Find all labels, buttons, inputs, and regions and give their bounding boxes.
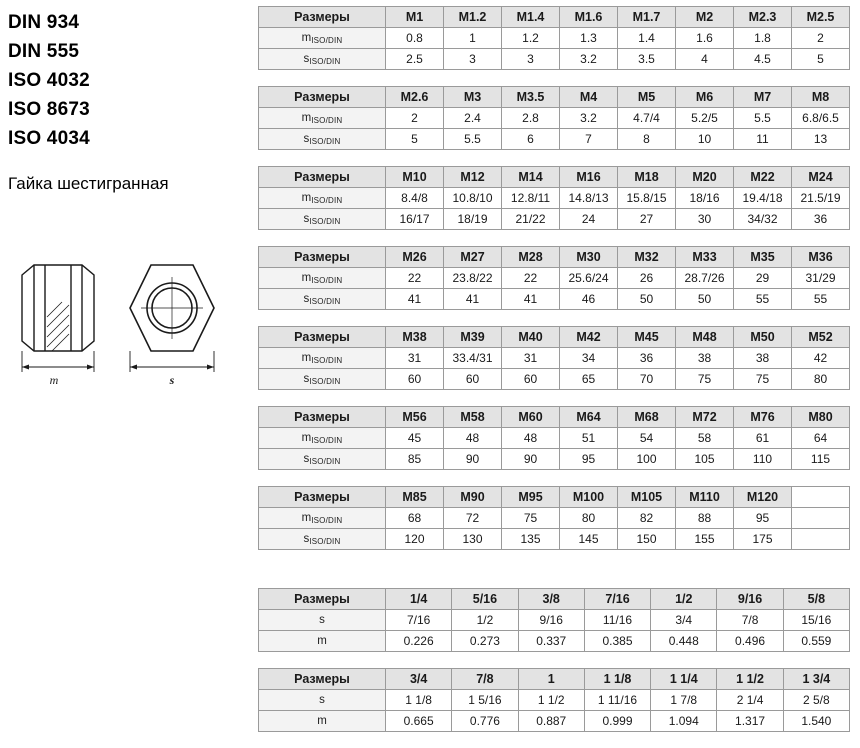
column-header: M28 [502,247,560,268]
table-cell: 11 [734,129,792,150]
table-cell: 1 5/16 [452,690,518,711]
table-cell: 0.273 [452,631,518,652]
table-cell: 7 [560,129,618,150]
table-cell: 22 [386,268,444,289]
column-header: M6 [676,87,734,108]
table-header-row [259,87,850,108]
table-cell: 46 [560,289,618,310]
table-cell: 51 [560,428,618,449]
column-header: M12 [444,167,502,188]
table-cell-empty [792,508,850,529]
table-row [259,690,850,711]
column-header-empty [792,487,850,508]
dimension-table-metric-3 [258,166,850,230]
table-cell: 75 [734,369,792,390]
table-cell: 12.8/11 [502,188,560,209]
table-cell: 33.4/31 [444,348,502,369]
row-label-m: mISO/DIN [259,108,386,129]
table-cell: 31 [386,348,444,369]
table-cell: 60 [444,369,502,390]
table-cell: 90 [502,449,560,470]
column-header: M35 [734,247,792,268]
table-cell: 11/16 [584,610,650,631]
row-label-m: mISO/DIN [259,188,386,209]
table-cell: 60 [386,369,444,390]
table-cell: 85 [386,449,444,470]
dimension-table-inch-2 [258,668,850,732]
table-cell: 34 [560,348,618,369]
table-row [259,369,850,390]
table-cell: 1.4 [618,28,676,49]
table-cell: 80 [792,369,850,390]
table-cell: 0.448 [651,631,717,652]
table-cell: 2 [792,28,850,49]
table-cell: 8.4/8 [386,188,444,209]
column-header: M85 [386,487,444,508]
column-header: M14 [502,167,560,188]
nut-technical-drawing-svg [12,229,232,389]
column-header: 9/16 [717,589,783,610]
table-cell: 105 [676,449,734,470]
table-row [259,49,850,70]
table-cell: 1 1/8 [386,690,452,711]
column-header: M52 [792,327,850,348]
table-cell: 5.5 [734,108,792,129]
table-cell: 0.226 [386,631,452,652]
column-header: M58 [444,407,502,428]
table-cell: 0.887 [518,711,584,732]
table-cell: 6 [502,129,560,150]
table-cell: 2 [386,108,444,129]
table-cell: 24 [560,209,618,230]
table-cell: 120 [386,529,444,550]
column-header: M60 [502,407,560,428]
table-cell: 115 [792,449,850,470]
column-header: 7/8 [452,669,518,690]
table-cell: 0.559 [783,631,849,652]
dimension-table-metric-7 [258,486,850,550]
table-header-row [259,7,850,28]
table-cell: 3 [444,49,502,70]
column-header: M1.4 [502,7,560,28]
table-cell: 8 [618,129,676,150]
table-header-row [259,407,850,428]
table-cell: 1/2 [452,610,518,631]
table-cell: 5 [792,49,850,70]
table-cell: 0.496 [717,631,783,652]
table-cell: 29 [734,268,792,289]
table-row [259,108,850,129]
column-header: M1.7 [618,7,676,28]
table-cell: 10 [676,129,734,150]
column-header: 1 1/4 [651,669,717,690]
table-cell: 7/8 [717,610,783,631]
table-cell: 1.540 [783,711,849,732]
standard-item: DIN 934 [8,12,80,33]
column-header: M64 [560,407,618,428]
column-header: M32 [618,247,676,268]
table-cell: 60 [502,369,560,390]
product-name: Гайка шестигранная [8,174,169,193]
table-cell: 55 [792,289,850,310]
column-header: M2 [676,7,734,28]
table-cell: 36 [792,209,850,230]
table-cell: 10.8/10 [444,188,502,209]
column-header: M26 [386,247,444,268]
column-header: 1 1/2 [717,669,783,690]
table-cell: 3 [502,49,560,70]
table-cell: 0.337 [518,631,584,652]
dimension-table-metric-4 [258,246,850,310]
column-header: 3/4 [386,669,452,690]
column-header: M7 [734,87,792,108]
column-header: Размеры [259,167,386,188]
row-label-s: sISO/DIN [259,289,386,310]
table-cell: 3.5 [618,49,676,70]
table-cell: 1 [444,28,502,49]
table-cell: 95 [734,508,792,529]
table-cell: 15/16 [783,610,849,631]
row-label-m: mISO/DIN [259,508,386,529]
column-header: M80 [792,407,850,428]
table-cell: 0.776 [452,711,518,732]
column-header: 1/2 [651,589,717,610]
row-label-s: s [259,690,386,711]
column-header: M110 [676,487,734,508]
row-label-m: m [259,631,386,652]
table-cell: 28.7/26 [676,268,734,289]
table-row [259,428,850,449]
table-row [259,610,850,631]
table-cell: 5.5 [444,129,502,150]
row-label-s: s [259,610,386,631]
table-cell: 88 [676,508,734,529]
column-header: M1.2 [444,7,502,28]
column-header: M8 [792,87,850,108]
column-header: M30 [560,247,618,268]
table-cell: 27 [618,209,676,230]
table-cell: 18/16 [676,188,734,209]
table-cell: 26 [618,268,676,289]
column-header: 1/4 [386,589,452,610]
table-cell: 68 [386,508,444,529]
table-row [259,209,850,230]
table-cell: 7/16 [386,610,452,631]
table-cell: 13 [792,129,850,150]
column-header: M36 [792,247,850,268]
table-cell: 1.094 [651,711,717,732]
column-header: Размеры [259,87,386,108]
table-cell: 175 [734,529,792,550]
column-header: M18 [618,167,676,188]
table-cell: 1.2 [502,28,560,49]
table-cell: 54 [618,428,676,449]
table-cell: 36 [618,348,676,369]
table-cell: 19.4/18 [734,188,792,209]
column-header: M10 [386,167,444,188]
table-cell: 21/22 [502,209,560,230]
column-header: M40 [502,327,560,348]
standard-item: ISO 4032 [8,70,90,91]
table-cell: 45 [386,428,444,449]
column-header: M2.6 [386,87,444,108]
table-cell: 4.7/4 [618,108,676,129]
table-cell: 16/17 [386,209,444,230]
column-header: M16 [560,167,618,188]
table-cell: 1 1/2 [518,690,584,711]
table-cell: 1 7/8 [651,690,717,711]
table-header-row [259,589,850,610]
table-cell: 2 5/8 [783,690,849,711]
table-cell: 31/29 [792,268,850,289]
table-cell: 3.2 [560,49,618,70]
dimension-table-metric-5 [258,326,850,390]
dimension-label-s: s [169,373,175,387]
dimension-label-m: m [49,373,59,387]
table-cell: 130 [444,529,502,550]
column-header: M22 [734,167,792,188]
table-cell: 65 [560,369,618,390]
table-cell: 34/32 [734,209,792,230]
row-label-s: sISO/DIN [259,449,386,470]
column-header: M33 [676,247,734,268]
dimension-table-inch-1 [258,588,850,652]
column-header: M42 [560,327,618,348]
table-cell: 48 [502,428,560,449]
table-row [259,631,850,652]
table-cell: 50 [618,289,676,310]
table-cell: 82 [618,508,676,529]
table-cell: 38 [734,348,792,369]
table-cell: 55 [734,289,792,310]
column-header: Размеры [259,487,386,508]
column-header: 5/8 [783,589,849,610]
table-cell: 41 [444,289,502,310]
column-header: M1.6 [560,7,618,28]
column-header: 1 3/4 [783,669,849,690]
table-header-row [259,247,850,268]
table-row [259,449,850,470]
table-cell: 3/4 [651,610,717,631]
table-cell: 21.5/19 [792,188,850,209]
table-cell: 25.6/24 [560,268,618,289]
column-header: M90 [444,487,502,508]
table-cell: 90 [444,449,502,470]
column-header: M1 [386,7,444,28]
column-header: M95 [502,487,560,508]
table-cell: 4 [676,49,734,70]
column-header: M120 [734,487,792,508]
row-label-m: mISO/DIN [259,348,386,369]
standard-item: DIN 555 [8,41,80,62]
table-cell: 18/19 [444,209,502,230]
table-cell: 9/16 [518,610,584,631]
column-header: Размеры [259,407,386,428]
table-row [259,348,850,369]
column-header: Размеры [259,327,386,348]
table-cell: 31 [502,348,560,369]
table-cell: 1 11/16 [584,690,650,711]
column-header: Размеры [259,247,386,268]
table-cell: 14.8/13 [560,188,618,209]
column-header: M3.5 [502,87,560,108]
dimension-table-metric-6 [258,406,850,470]
standards-list [8,8,250,153]
column-header: M4 [560,87,618,108]
column-header: M68 [618,407,676,428]
row-label-s: sISO/DIN [259,49,386,70]
table-row [259,508,850,529]
dimension-table-metric-1 [258,6,850,70]
table-cell: 41 [502,289,560,310]
table-cell: 0.8 [386,28,444,49]
table-cell: 50 [676,289,734,310]
row-label-m: mISO/DIN [259,428,386,449]
table-cell: 0.385 [584,631,650,652]
table-cell: 70 [618,369,676,390]
table-cell: 135 [502,529,560,550]
row-label-s: sISO/DIN [259,369,386,390]
column-header: M50 [734,327,792,348]
table-cell: 80 [560,508,618,529]
table-cell: 1.8 [734,28,792,49]
table-row [259,129,850,150]
column-header: M72 [676,407,734,428]
table-cell: 38 [676,348,734,369]
column-header: M20 [676,167,734,188]
table-cell: 6.8/6.5 [792,108,850,129]
column-header: M24 [792,167,850,188]
table-cell: 110 [734,449,792,470]
table-cell: 150 [618,529,676,550]
row-label-s: sISO/DIN [259,129,386,150]
dimension-table-metric-2 [258,86,850,150]
left-info-column [0,0,250,716]
column-header: M27 [444,247,502,268]
row-label-s: sISO/DIN [259,209,386,230]
table-cell: 3.2 [560,108,618,129]
column-header: Размеры [259,7,386,28]
table-cell: 2.8 [502,108,560,129]
row-label-s: sISO/DIN [259,529,386,550]
column-header: 5/16 [452,589,518,610]
column-header: Размеры [259,589,386,610]
table-header-row [259,669,850,690]
column-header: M38 [386,327,444,348]
table-cell: 15.8/15 [618,188,676,209]
column-header: M2.5 [792,7,850,28]
table-row [259,289,850,310]
table-cell: 4.5 [734,49,792,70]
table-cell: 5 [386,129,444,150]
table-cell: 42 [792,348,850,369]
column-header: M3 [444,87,502,108]
column-header: 1 [518,669,584,690]
table-cell: 48 [444,428,502,449]
table-row [259,188,850,209]
row-label-m: mISO/DIN [259,268,386,289]
table-cell: 145 [560,529,618,550]
column-header: M2.3 [734,7,792,28]
table-cell: 75 [676,369,734,390]
table-cell: 95 [560,449,618,470]
row-label-m: m [259,711,386,732]
table-cell: 72 [444,508,502,529]
table-cell: 23.8/22 [444,268,502,289]
table-cell: 155 [676,529,734,550]
table-cell: 41 [386,289,444,310]
column-header: M105 [618,487,676,508]
column-header: M76 [734,407,792,428]
table-cell: 61 [734,428,792,449]
column-header: M100 [560,487,618,508]
table-cell: 2.5 [386,49,444,70]
table-cell: 5.2/5 [676,108,734,129]
column-header: 1 1/8 [584,669,650,690]
column-header: M45 [618,327,676,348]
table-header-row [259,487,850,508]
column-header: M56 [386,407,444,428]
table-cell: 1.3 [560,28,618,49]
dimension-tables [258,6,854,748]
table-cell: 1.317 [717,711,783,732]
column-header: M39 [444,327,502,348]
table-cell: 2 1/4 [717,690,783,711]
table-row [259,711,850,732]
column-header: Размеры [259,669,386,690]
table-row [259,268,850,289]
table-cell: 75 [502,508,560,529]
table-header-row [259,167,850,188]
column-header: M48 [676,327,734,348]
standard-item: ISO 4034 [8,128,90,149]
table-cell-empty [792,529,850,550]
column-header: M5 [618,87,676,108]
table-cell: 0.665 [386,711,452,732]
row-label-m: mISO/DIN [259,28,386,49]
table-cell: 58 [676,428,734,449]
column-header: 3/8 [518,589,584,610]
table-row [259,28,850,49]
column-header: 7/16 [584,589,650,610]
table-cell: 22 [502,268,560,289]
table-cell: 64 [792,428,850,449]
standard-item: ISO 8673 [8,99,90,120]
table-cell: 0.999 [584,711,650,732]
nut-drawing [12,229,250,389]
table-cell: 100 [618,449,676,470]
table-cell: 1.6 [676,28,734,49]
table-header-row [259,327,850,348]
table-cell: 30 [676,209,734,230]
table-row [259,529,850,550]
table-cell: 2.4 [444,108,502,129]
